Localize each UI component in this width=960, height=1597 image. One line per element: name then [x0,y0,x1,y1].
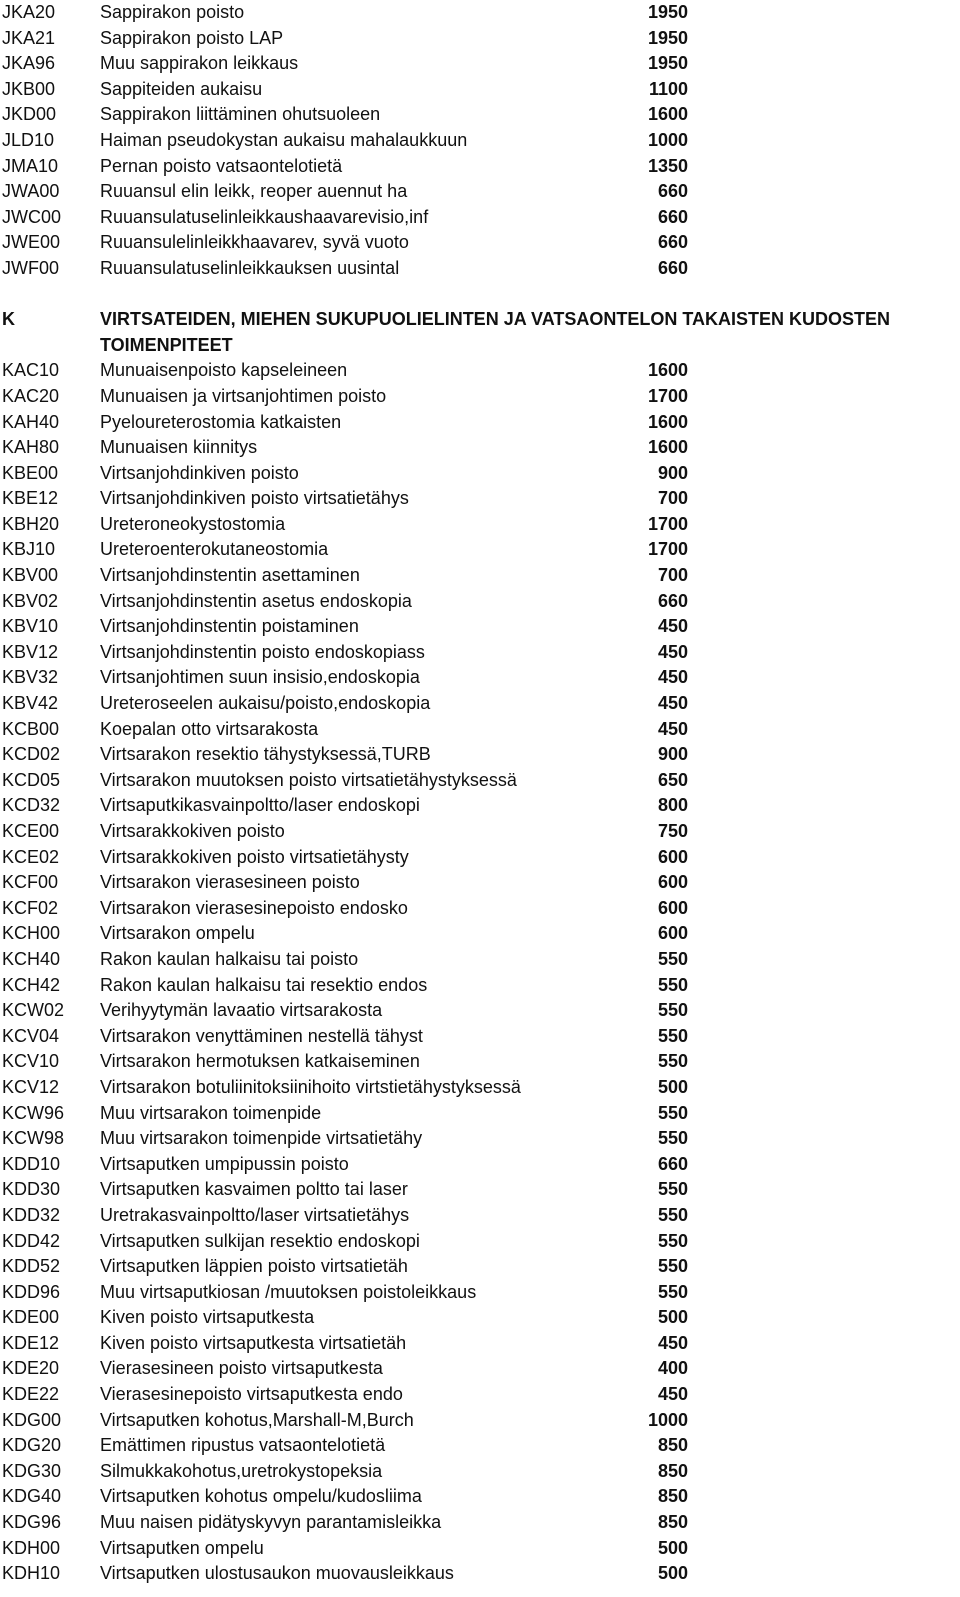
procedure-row [0,1075,960,1101]
procedure-price: 600 [657,923,688,944]
procedure-code: JWE00 [2,232,61,253]
procedure-price: 1700 [647,385,688,406]
procedure-description: Munuaisenpoisto kapseleineen [100,360,348,381]
procedure-description: Virtsanjohdinkiven poisto [100,462,299,483]
procedure-code: KDD42 [2,1230,61,1251]
procedure-description: Virtsarakon vierasesineen poisto [100,872,360,893]
procedure-description: Virtsaputken ulostusaukon muovausleikkaus [100,1563,454,1584]
procedure-code: JKA96 [2,53,56,74]
procedure-price: 660 [657,1153,688,1174]
procedure-row [0,973,960,999]
procedure-row [0,819,960,845]
procedure-code: KAC10 [2,360,60,381]
procedure-row [0,1126,960,1152]
procedure-row [0,665,960,691]
procedure-description: Rakon kaulan halkaisu tai poisto [100,948,359,969]
procedure-code: KAH80 [2,437,60,458]
procedure-description: Virtsaputken kohotus ompelu/kudosliima [100,1486,422,1507]
procedure-description: Vierasesineen poisto virtsaputkesta [100,1358,383,1379]
procedure-price: 450 [657,667,688,688]
procedure-row [0,1484,960,1510]
procedure-row [0,384,960,410]
procedure-row [0,947,960,973]
procedure-code: KCF02 [2,897,59,918]
procedure-description: Virtsanjohdinstentin asetus endoskopia [100,590,412,611]
procedure-code: KBV10 [2,616,59,637]
procedure-row [0,1305,960,1331]
procedure-price: 1600 [647,104,688,125]
procedure-price: 450 [657,1332,688,1353]
procedure-price: 550 [657,1256,688,1277]
procedure-row [0,1229,960,1255]
procedure-price: 550 [657,1051,688,1072]
procedure-row [0,614,960,640]
procedure-code: KBE00 [2,462,59,483]
procedure-code: KBV02 [2,590,59,611]
procedure-code: KCH00 [2,923,61,944]
procedure-code: JWA00 [2,181,60,202]
procedure-row [0,1510,960,1536]
procedure-price: 1950 [647,2,688,22]
procedure-price: 550 [657,1000,688,1021]
procedure-code: KBE12 [2,488,59,509]
procedure-description: Virtsanjohdinstentin poistaminen [100,616,359,637]
procedure-price: 660 [657,257,688,278]
procedure-row [0,742,960,768]
procedure-price: 850 [657,1460,688,1481]
procedure-row [0,230,960,256]
procedure-description: Virtsarakon muutoksen poisto virtsatietähystyksessä [100,769,517,790]
procedure-row [0,998,960,1024]
procedure-price: 500 [657,1563,688,1584]
procedure-price: 1600 [647,411,688,432]
procedure-code: JKD00 [2,104,57,125]
procedure-description: Vierasesinepoisto virtsaputkesta endo [100,1384,403,1405]
procedure-row [0,1280,960,1306]
procedure-code: KDD10 [2,1153,61,1174]
procedure-price: 600 [657,872,688,893]
procedure-code: KCV04 [2,1025,60,1046]
procedure-row [0,1254,960,1280]
procedure-row [0,870,960,896]
procedure-code: KBJ10 [2,539,56,560]
procedure-row [0,1536,960,1562]
procedure-row [0,512,960,538]
procedure-code: KCF00 [2,872,59,893]
procedure-description: Virtsaputken kohotus,Marshall-M,Burch [100,1409,414,1430]
procedure-price: 550 [657,1179,688,1200]
procedure-price: 450 [657,1384,688,1405]
procedure-description: Sappiteiden aukaisu [100,78,263,99]
procedure-price: 1700 [647,539,688,560]
procedure-code: KBV00 [2,565,59,586]
procedure-row [0,1356,960,1382]
procedure-price: 550 [657,1204,688,1225]
procedure-row [0,0,960,26]
procedure-code: JMA10 [2,155,59,176]
procedure-description: Virtsarakkokiven poisto virtsatietähysty [100,846,409,867]
procedure-code: KCW98 [2,1128,65,1149]
procedure-code: KDE20 [2,1358,60,1379]
procedure-price: 500 [657,1307,688,1328]
procedure-row [0,1408,960,1434]
procedure-row [0,589,960,615]
procedure-code: KDD32 [2,1204,61,1225]
procedure-row [0,691,960,717]
procedure-row [0,154,960,180]
procedure-price: 660 [657,206,688,227]
procedure-price: 1700 [647,513,688,534]
procedure-code: KCW02 [2,1000,65,1021]
procedure-description: Pyeloureterostomia katkaisten [100,411,342,432]
procedure-description: Muu virtsaputkiosan /muutoksen poistoleikkaus [100,1281,477,1302]
procedure-description: Virtsaputken läppien poisto virtsatietäh [100,1256,408,1277]
procedure-code: KDD96 [2,1281,61,1302]
procedure-code: KDG40 [2,1486,62,1507]
price-list-after [0,358,960,1587]
procedure-description: Muu virtsarakon toimenpide virtsatietähy [100,1128,423,1149]
procedure-code: KCD02 [2,744,61,765]
procedure-row [0,1101,960,1127]
procedure-code: JLD10 [2,129,55,150]
procedure-row [0,102,960,128]
procedure-description: Virtsarakon hermotuksen katkaiseminen [100,1051,420,1072]
procedure-row [0,921,960,947]
procedure-row [0,256,960,282]
procedure-row [0,563,960,589]
procedure-price: 550 [657,1128,688,1149]
procedure-description: Ruuansulatuselinleikkaushaavarevisio,inf [100,206,429,227]
procedure-description: Virtsarakon vierasesinepoisto endosko [100,897,408,918]
procedure-row [0,1177,960,1203]
procedure-row [0,128,960,154]
procedure-price: 550 [657,1230,688,1251]
procedure-code: KDG30 [2,1460,62,1481]
procedure-row [0,205,960,231]
procedure-description: Ruuansulatuselinleikkauksen uusintal [100,257,400,278]
procedure-price: 450 [657,693,688,714]
procedure-price: 850 [657,1512,688,1533]
procedure-code: KBH20 [2,513,60,534]
procedure-price: 660 [657,181,688,202]
procedure-row [0,1331,960,1357]
procedure-code: KCE02 [2,846,60,867]
section-heading [0,307,960,358]
procedure-row [0,537,960,563]
procedure-price: 650 [657,769,688,790]
procedure-description: Ureteroneokystostomia [100,513,286,534]
procedure-row [0,435,960,461]
procedure-row [0,768,960,794]
procedure-description: Silmukkakohotus,uretrokystopeksia [100,1460,383,1481]
procedure-description: Virtsarakon venyttäminen nestellä tähyst [100,1025,423,1046]
procedure-price: 660 [657,232,688,253]
procedure-description: Sappirakon liittäminen ohutsuoleen [100,104,381,125]
procedure-row [0,410,960,436]
procedure-description: Virtsanjohdinstentin asettaminen [100,565,360,586]
procedure-code: KDG20 [2,1435,62,1456]
procedure-description: Verihyytymän lavaatio virtsarakosta [100,1000,383,1021]
procedure-row [0,717,960,743]
procedure-description: Ruuansul elin leikk, reoper auennut ha [100,181,408,202]
procedure-description: Virtsarakon botuliinitoksiinihoito virtstietähystyksessä [100,1076,521,1097]
procedure-price: 900 [657,462,688,483]
procedure-code: KCH40 [2,948,61,969]
procedure-row [0,1382,960,1408]
procedure-description: Muu sappirakon leikkaus [100,53,299,74]
procedure-code: KAC20 [2,385,60,406]
procedure-description: Kiven poisto virtsaputkesta virtsatietäh [100,1332,407,1353]
procedure-code: KDG00 [2,1409,62,1430]
procedure-price: 1000 [647,1409,688,1430]
procedure-price: 1100 [648,78,688,99]
procedure-price: 600 [657,897,688,918]
procedure-code: KDE12 [2,1332,60,1353]
procedure-row [0,793,960,819]
procedure-price: 550 [657,1025,688,1046]
procedure-price: 450 [657,718,688,739]
procedure-code: JKB00 [2,78,56,99]
procedure-description: Emättimen ripustus vatsaontelotietä [100,1435,386,1456]
procedure-description: Pernan poisto vatsaontelotietä [100,155,343,176]
procedure-row [0,486,960,512]
procedure-code: KDH10 [2,1563,61,1584]
procedure-code: KCE00 [2,821,60,841]
procedure-row [0,1459,960,1485]
procedure-price: 800 [657,795,688,816]
procedure-description: Kiven poisto virtsaputkesta [100,1307,315,1328]
procedure-description: Virtsanjohdinstentin poisto endoskopiass [100,641,425,662]
procedure-description: Virtsaputkikasvainpoltto/laser endoskopi [100,795,420,816]
procedure-code: KDH00 [2,1537,61,1558]
procedure-row [0,51,960,77]
procedure-price: 400 [657,1358,688,1379]
procedure-row [0,1152,960,1178]
procedure-code: JWF00 [2,257,60,278]
procedure-row [0,1049,960,1075]
procedure-price: 1950 [647,53,688,74]
procedure-code: KCD05 [2,769,61,790]
procedure-code: JWC00 [2,206,62,227]
procedure-price: 450 [657,616,688,637]
procedure-price: 500 [657,1537,688,1558]
procedure-row [0,358,960,384]
procedure-description: Virtsaputken ompelu [100,1537,264,1558]
procedure-description: Rakon kaulan halkaisu tai resektio endos [100,974,428,995]
procedure-row [0,896,960,922]
procedure-price: 550 [657,948,688,969]
procedure-description: Virtsarakon resektio tähystyksessä,TURB [100,744,431,765]
procedure-description: Virtsaputken sulkijan resektio endoskopi [100,1230,420,1251]
procedure-code: KBV12 [2,641,59,662]
procedure-row [0,1561,960,1587]
procedure-code: KCD32 [2,795,61,816]
procedure-row [0,179,960,205]
procedure-description: Sappirakon poisto [100,2,245,22]
procedure-description: Ruuansulelinleikkhaavarev, syvä vuoto [100,232,409,253]
procedure-code: KBV42 [2,693,59,714]
procedure-code: KCW96 [2,1102,65,1123]
procedure-code: KAH40 [2,411,60,432]
procedure-row [0,1433,960,1459]
procedure-code: KCH42 [2,974,61,995]
section-code: K [2,309,15,330]
procedure-price: 550 [657,1281,688,1302]
procedure-description: Sappirakon poisto LAP [100,27,284,48]
procedure-code: KBV32 [2,667,59,688]
procedure-description: Virtsaputken umpipussin poisto [100,1153,349,1174]
procedure-code: JKA21 [2,27,56,48]
procedure-price: 550 [657,974,688,995]
procedure-price: 700 [657,565,688,586]
procedure-price: 900 [657,744,688,765]
procedure-price: 500 [657,1076,688,1097]
procedure-price: 1350 [647,155,688,176]
procedure-description: Ureteroenterokutaneostomia [100,539,329,560]
procedure-row [0,26,960,52]
procedure-price: 450 [657,641,688,662]
procedure-row [0,845,960,871]
procedure-price: 1950 [647,27,688,48]
procedure-price: 550 [657,1102,688,1123]
procedure-row [0,640,960,666]
procedure-price: 850 [657,1486,688,1507]
procedure-code: KCV12 [2,1076,60,1097]
procedure-description: Ureteroseelen aukaisu/poisto,endoskopia [100,693,431,714]
procedure-price: 600 [657,846,688,867]
procedure-description: Muu virtsarakon toimenpide [100,1102,322,1123]
procedure-row [0,77,960,103]
procedure-price: 1600 [647,437,688,458]
procedure-description: Virtsarakon ompelu [100,923,255,944]
price-list-before [0,0,960,282]
procedure-code: KDD30 [2,1179,61,1200]
procedure-description: Virtsarakkokiven poisto [100,821,285,841]
procedure-price: 700 [657,488,688,509]
procedure-code: KDG96 [2,1512,62,1533]
procedure-row [0,1024,960,1050]
procedure-code: KCV10 [2,1051,60,1072]
procedure-row [0,461,960,487]
procedure-price: 1600 [647,360,688,381]
procedure-code: KDE22 [2,1384,60,1405]
procedure-code: JKA20 [2,2,56,22]
procedure-row [0,1203,960,1229]
procedure-description: Virtsanjohtimen suun insisio,endoskopia [100,667,420,688]
procedure-code: KDD52 [2,1256,61,1277]
procedure-description: Haiman pseudokystan aukaisu mahalaukkuun [100,129,468,150]
procedure-description: Uretrakasvainpoltto/laser virtsatietähys [100,1204,410,1225]
procedure-price: 750 [657,821,688,841]
procedure-description: Koepalan otto virtsarakosta [100,718,319,739]
procedure-description: Munuaisen kiinnitys [100,437,258,458]
procedure-price: 660 [657,590,688,611]
procedure-price: 1000 [647,129,688,150]
procedure-description: Virtsanjohdinkiven poisto virtsatietähys [100,488,409,509]
procedure-description: Munuaisen ja virtsanjohtimen poisto [100,385,387,406]
procedure-code: KCB00 [2,718,60,739]
procedure-price: 850 [657,1435,688,1456]
section-title: VIRTSATEIDEN, MIEHEN SUKUPUOLIELINTEN JA VATSAONTELON TAKAISTEN KUDOSTEN TOIMENPITEET [100,309,891,355]
procedure-description: Virtsaputken kasvaimen poltto tai laser [100,1179,408,1200]
procedure-code: KDE00 [2,1307,60,1328]
procedure-description: Muu naisen pidätyskyvyn parantamisleikka [100,1512,442,1533]
